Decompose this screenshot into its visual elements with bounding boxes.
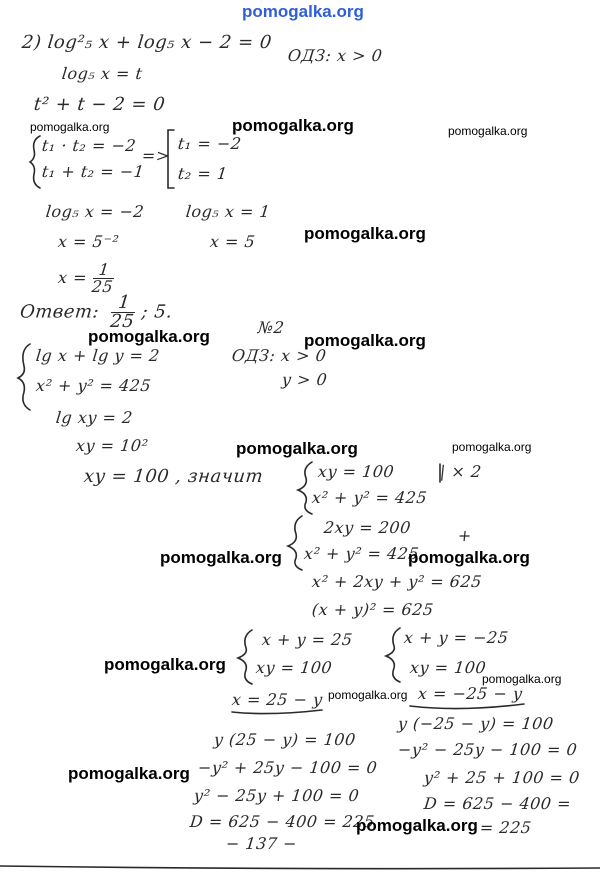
p1-odz: ОДЗ: x > 0 — [287, 46, 384, 65]
watermark: pomogalka.org — [304, 331, 426, 350]
watermark: pomogalka.org — [88, 327, 210, 346]
p2-system-brace — [18, 344, 30, 410]
p2-system1-a: xy = 100 — [317, 462, 396, 481]
watermark: pomogalka.org — [408, 548, 530, 567]
p2-number: №2 — [257, 318, 286, 337]
p2-left-a: x + y = 25 — [261, 630, 354, 649]
p2-step3: xy = 100 , значит — [82, 466, 265, 487]
watermark: pomogalka.org — [304, 224, 426, 243]
p1-case1: log₅ x = −2 — [45, 202, 146, 221]
watermark: pomogalka.org — [356, 816, 478, 835]
p1-roots-bracket — [168, 130, 174, 188]
p1-vieta-product: t₁ · t₂ = −2 — [41, 136, 138, 155]
p2-system1-b: x² + y² = 425 — [311, 488, 429, 507]
p2-eq2: x² + y² = 425 — [35, 376, 153, 395]
watermark: pomogalka.org — [104, 655, 226, 674]
p2-sys1-brace — [298, 462, 312, 514]
p2-right-brace — [386, 628, 400, 682]
p1-case1b: x = 5⁻² — [57, 232, 121, 251]
p2-step1: lg xy = 2 — [55, 408, 134, 427]
p2-left-4: D = 625 − 400 = 225 — [189, 812, 376, 831]
p2-right-b: xy = 100 — [409, 658, 488, 677]
p2-sys2-brace — [288, 516, 302, 570]
p1-equation: 2) log²₅ x + log₅ x − 2 = 0 — [20, 32, 273, 53]
p2-right-5: = 225 — [479, 818, 533, 837]
p1-root1: t₁ = −2 — [177, 134, 243, 153]
page-number: − 137 − — [225, 834, 299, 853]
p2-right-a: x + y = −25 — [403, 628, 510, 647]
p2-right-4: D = 625 − 400 = — [423, 794, 573, 813]
watermark-header: pomogalka.org — [242, 2, 364, 21]
p2-step2: xy = 10² — [75, 436, 150, 455]
watermark: pomogalka.org — [30, 120, 110, 134]
p1-fraction: $\frac{1}{25}$ — [90, 260, 115, 296]
p2-right-3: y² + 25 + 100 = 0 — [423, 768, 581, 787]
p1-answer-fraction: $\frac{1}{25}$ — [109, 292, 136, 332]
p2-system2-b: x² + y² = 425 — [303, 544, 421, 563]
p2-left-b: xy = 100 — [255, 658, 334, 677]
watermark: pomogalka.org — [482, 672, 562, 686]
p2-multiply: | × 2 — [439, 462, 483, 481]
watermark: pomogalka.org — [328, 688, 408, 702]
p1-answer: Ответ: $\frac{1}{25}$ ; 5. — [18, 292, 174, 332]
p2-system2-a: 2xy = 200 — [323, 518, 412, 537]
p2-left-1: y (25 − y) = 100 — [213, 730, 357, 749]
watermark: pomogalka.org — [452, 440, 532, 454]
p1-case2b: x = 5 — [209, 232, 257, 251]
p2-odz2: y > 0 — [281, 370, 329, 389]
page-bottom-line — [0, 866, 600, 869]
p2-right-x: x = −25 − y — [417, 684, 524, 703]
p1-case2: log₅ x = 1 — [185, 202, 272, 221]
p1-vieta-brace — [30, 136, 40, 188]
p1-quadratic: t² + t − 2 = 0 — [32, 94, 167, 115]
p2-left-x: x = 25 − y — [231, 690, 324, 709]
p2-eq1: lg x + lg y = 2 — [35, 346, 161, 365]
p2-right-1: y (−25 − y) = 100 — [397, 714, 555, 733]
p2-odz1: ОДЗ: x > 0 — [231, 346, 328, 365]
p1-vieta-sum: t₁ + t₂ = −1 — [41, 162, 146, 181]
p2-right-underline — [410, 704, 524, 709]
p2-plus: + — [457, 526, 473, 545]
watermark: pomogalka.org — [448, 124, 528, 138]
p2-sum: x² + 2xy + y² = 625 — [311, 572, 483, 591]
p1-substitution: log₅ x = t — [61, 64, 144, 83]
p2-left-underline — [232, 710, 322, 714]
p2-left-brace — [238, 630, 252, 684]
watermark: pomogalka.org — [160, 548, 282, 567]
watermark: pomogalka.org — [232, 116, 354, 135]
p2-left-2: −y² + 25y − 100 = 0 — [197, 758, 379, 777]
p1-arrow: => — [141, 146, 171, 165]
p2-right-2: −y² − 25y − 100 = 0 — [397, 740, 579, 759]
p1-case1c: x = $\frac{1}{25}$ — [57, 260, 115, 296]
watermark: pomogalka.org — [68, 764, 190, 783]
watermark: pomogalka.org — [236, 439, 358, 458]
p1-root2: t₂ = 1 — [177, 164, 229, 183]
p2-left-3: y² − 25y + 100 = 0 — [193, 786, 361, 805]
p2-square: (x + y)² = 625 — [311, 600, 435, 619]
